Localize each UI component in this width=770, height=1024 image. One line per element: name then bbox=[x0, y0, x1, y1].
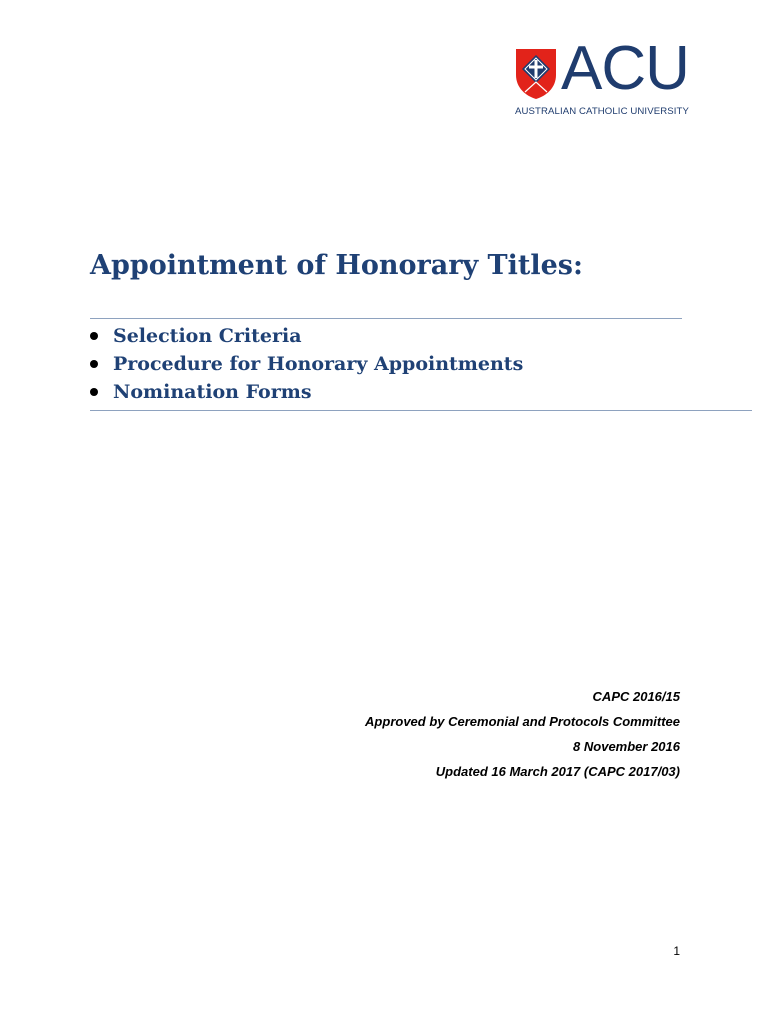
page-number: 1 bbox=[673, 944, 680, 958]
list-item-label: Nomination Forms bbox=[113, 381, 312, 403]
approval-updated: Updated 16 March 2017 (CAPC 2017/03) bbox=[435, 764, 680, 779]
acu-logo bbox=[513, 34, 713, 122]
bullet-icon bbox=[90, 360, 98, 368]
approval-block bbox=[365, 684, 680, 784]
contents-divider bbox=[90, 410, 752, 411]
bullet-icon bbox=[90, 332, 98, 340]
logo-wordmark: ACU bbox=[561, 34, 689, 103]
list-item-label: Selection Criteria bbox=[113, 325, 302, 347]
approval-reference: CAPC 2016/15 bbox=[592, 689, 680, 704]
bullet-icon bbox=[90, 388, 98, 396]
shield-icon bbox=[515, 48, 557, 100]
approval-date: 8 November 2016 bbox=[573, 739, 680, 754]
logo-tagline: AUSTRALIAN CATHOLIC UNIVERSITY bbox=[515, 106, 689, 117]
document-title: Appointment of Honorary Titles: bbox=[90, 250, 583, 281]
title-divider bbox=[90, 318, 682, 319]
approval-committee: Approved by Ceremonial and Protocols Committee bbox=[365, 714, 680, 729]
list-item-label: Procedure for Honorary Appointments bbox=[113, 353, 524, 375]
